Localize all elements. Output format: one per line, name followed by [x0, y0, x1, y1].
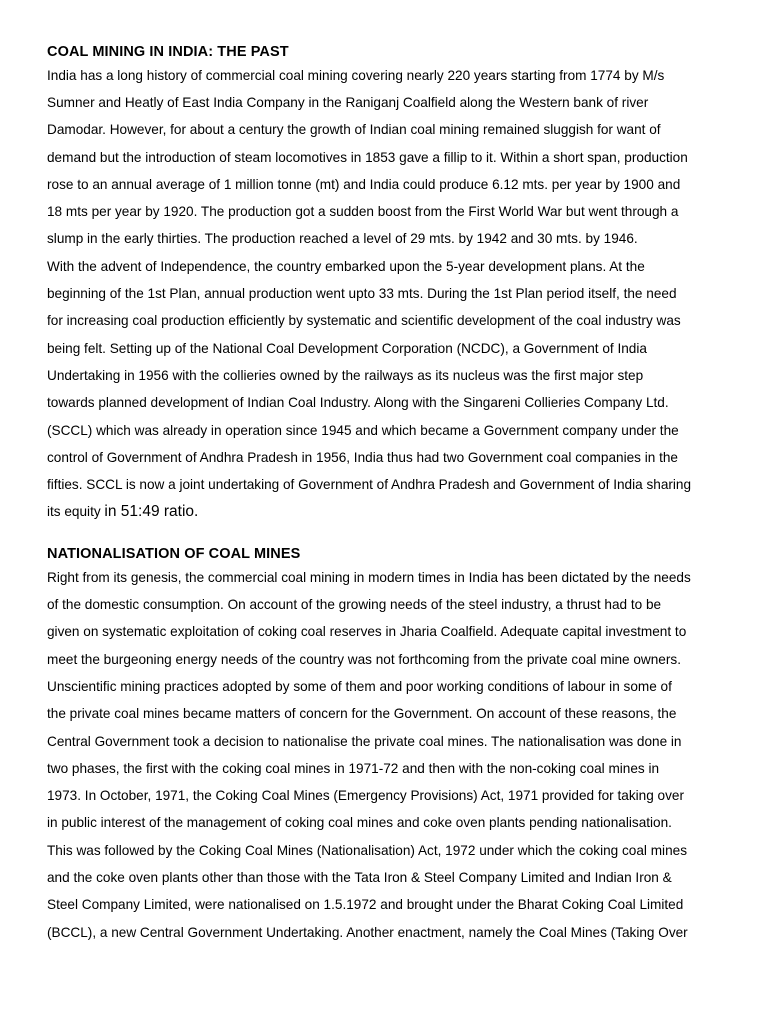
text-line: This was followed by the Coking Coal Mines (Nationalisation) Act, 1972 under which the coking coal mines — [47, 842, 687, 858]
text-line: India has a long history of commercial coal mining covering nearly 220 years starting from 1774 by M/s — [47, 68, 665, 83]
paragraph-independence — [47, 253, 737, 526]
text-line: rose to an annual average of 1 million tonne (mt) and India could produce 6.12 mts. per year by 1900 and — [47, 176, 681, 192]
text-line: Unscientific mining practices adopted by some of them and poor working conditions of labour in some of — [47, 678, 672, 694]
text-line: control of Government of Andhra Pradesh in 1956, India thus had two Government coal companies in the — [47, 449, 678, 465]
text-line: Central Government took a decision to nationalise the private coal mines. The nationalisation was done in — [47, 733, 682, 749]
text-line: towards planned development of Indian Coal Industry. Along with the Singareni Collieries Company Ltd. — [47, 395, 669, 411]
section-heading: COAL MINING IN INDIA: THE PAST — [47, 44, 289, 60]
text-line: given on systematic exploitation of coking coal reserves in Jharia Coalfield. Adequate capital investment to — [47, 624, 687, 640]
text-line: and the coke oven plants other than those with the Tata Iron & Steel Company Limited and Indian Iron & — [47, 870, 672, 886]
text-line: With the advent of Independence, the country embarked upon the 5-year development plans. At the — [47, 258, 645, 274]
text-line: Sumner and Heatly of East India Company in the Raniganj Coalfield along the Western bank of river — [47, 95, 649, 110]
text-line: two phases, the first with the coking coal mines in 1971-72 and then with the non-coking coal mines in — [47, 760, 660, 776]
text-line: in public interest of the management of coking coal mines and coke oven plants pending nationalisation. — [47, 815, 672, 831]
text-line: (BCCL), a new Central Government Undertaking. Another enactment, namely the Coal Mines (Taking Over — [47, 924, 688, 940]
paragraph-nationalisation — [47, 564, 737, 946]
text-line: beginning of the 1st Plan, annual production went upto 33 mts. During the 1st Plan period itself, the need — [47, 286, 677, 302]
text-line: being felt. Setting up of the National Coal Development Corporation (NCDC), a Government of India — [47, 340, 647, 356]
text-line: for increasing coal production efficiently by systematic and scientific development of the coal industry was — [47, 313, 681, 329]
text-line: demand but the introduction of steam locomotives in 1853 gave a fillip to it. Within a short span, production — [47, 149, 688, 165]
text-line: 1973. In October, 1971, the Coking Coal Mines (Emergency Provisions) Act, 1971 provided for taking over — [47, 788, 684, 804]
text-line: Steel Company Limited, were nationalised on 1.5.1972 and brought under the Bharat Coking Coal Limited — [47, 897, 684, 913]
document-page — [47, 42, 737, 946]
text-line: fifties. SCCL is now a joint undertaking of Government of Andhra Pradesh and Government of India sharing — [47, 477, 692, 493]
text-fragment-ratio: in 51:49 ratio. — [104, 503, 199, 521]
text-line: meet the burgeoning energy needs of the country was not forthcoming from the private coal mine owners. — [47, 651, 681, 667]
text-line: (SCCL) which was already in operation since 1945 and which became a Government company under the — [47, 422, 679, 438]
section-past — [47, 42, 737, 526]
section-nationalisation — [47, 544, 737, 946]
text-line: of the domestic consumption. On account of the growing needs of the steel industry, a thrust had to be — [47, 597, 662, 613]
section-heading: NATIONALISATION OF COAL MINES — [47, 545, 301, 562]
text-line: the private coal mines became matters of concern for the Government. On account of these reasons, the — [47, 706, 677, 722]
text-line: Damodar. However, for about a century the growth of Indian coal mining remained sluggish for want of — [47, 122, 661, 138]
paragraph-history — [47, 62, 737, 253]
text-line: Right from its genesis, the commercial coal mining in modern times in India has been dictated by the needs — [47, 569, 691, 585]
text-line: slump in the early thirties. The production reached a level of 29 mts. by 1942 and 30 mts. by 1946. — [47, 231, 638, 247]
text-line-last — [47, 498, 737, 525]
text-line: Undertaking in 1956 with the collieries owned by the railways as its nucleus was the first major step — [47, 367, 644, 383]
text-fragment: its equity — [47, 504, 105, 520]
text-line: 18 mts per year by 1920. The production got a sudden boost from the First World War but went through a — [47, 204, 679, 220]
